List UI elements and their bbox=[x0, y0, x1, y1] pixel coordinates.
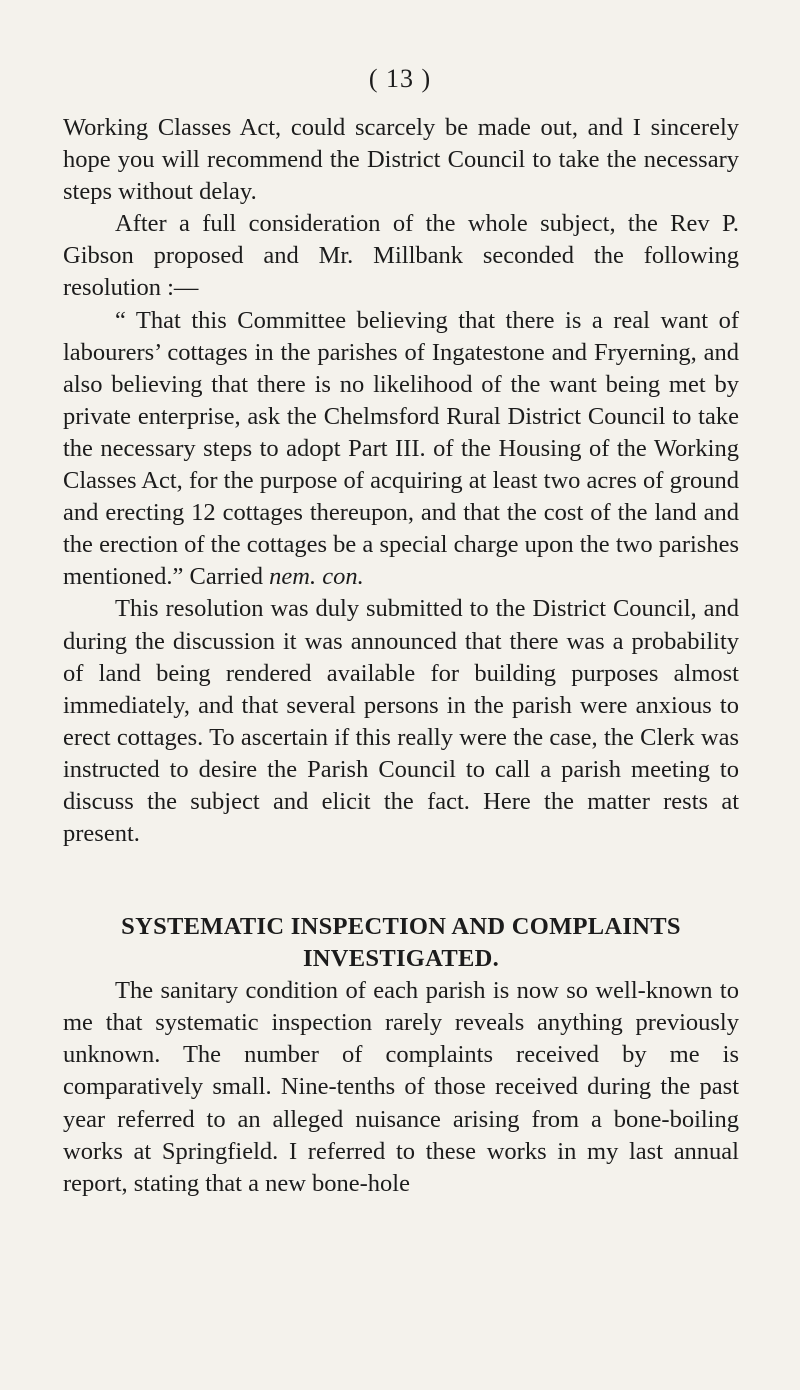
section-heading-line-2: INVESTIGATED. bbox=[302, 945, 500, 973]
paragraph-continuation: Working Classes Act, could scarcely be made out, and I sincerely hope you will recommend the District Council to take the necessary steps without delay. bbox=[63, 114, 739, 206]
section-heading-line-1: SYSTEMATIC INSPECTION AND COMPLAINTS bbox=[121, 913, 681, 941]
paragraph-proposal: After a full consideration of the whole subject, the Rev P. Gibson proposed and Mr. Millbank seconded the following resolution :— bbox=[63, 210, 739, 302]
resolution-carried-note: nem. con. bbox=[269, 563, 364, 591]
body-text bbox=[63, 112, 739, 1200]
paragraph-sanitary-condition: The sanitary condition of each parish is now so well-known to me that systematic inspection rarely reveals anything previously unknown. The number of complaints received by me is comparatively small. Nine-tenths of those received during the past year referred to an alleged nuisance arising from a bone-boiling works at Springfield. I referred to these works in my last annual report, stating that a new bone-hole bbox=[63, 977, 739, 1197]
resolution-text: “ That this Committee believing that there is a real want of labourers’ cottages in the parishes of Ingatestone and Fryerning, and also believing that there is no likelihood of the want being met by private enterprise, ask the Chelmsford Rural District Council to take the necessary steps to adopt Part III. of the Housing of the Working Classes Act, for the purpose of acquiring at least two acres of ground and erecting 12 cottages thereupon, and that the cost of the land and the erection of the cottages be a special charge upon the two parishes mentioned.” Carried bbox=[63, 306, 739, 591]
page-number: ( 13 ) bbox=[368, 64, 432, 93]
paragraph-resolution-quote bbox=[63, 305, 739, 594]
section-heading bbox=[63, 911, 739, 975]
paragraph-submission: This resolution was duly submitted to the District Council, and during the discussion it was announced that there was a probability of land being rendered available for building purposes almost immediately, and that several persons in the parish were anxious to erect cottages. To ascertain if this really were the case, the Clerk was instructed to desire the Parish Council to call a parish meeting to discuss the subject and elicit the fact. Here the matter rests at present. bbox=[63, 595, 739, 848]
